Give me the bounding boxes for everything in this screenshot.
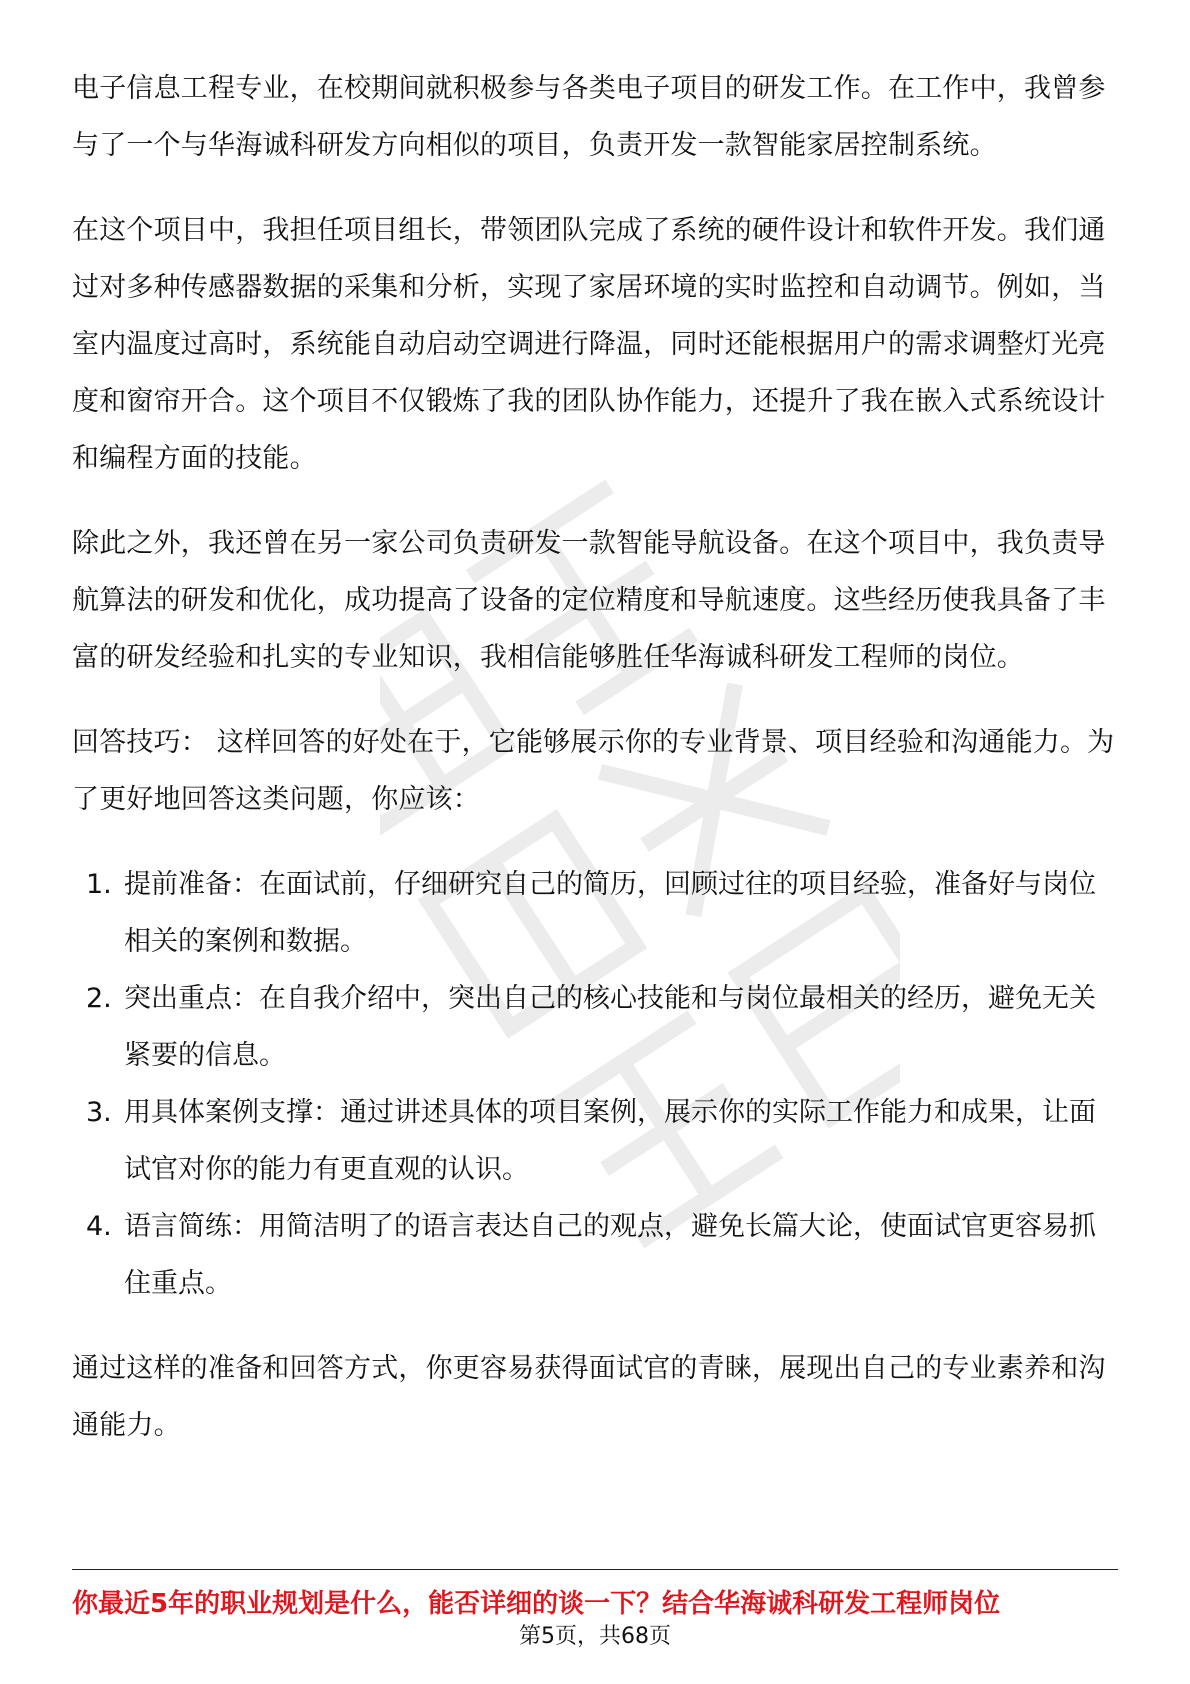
- list-item: [72, 856, 1118, 970]
- list-item-text: 突出重点：在自我介绍中，突出自己的核心技能和与岗位最相关的经历，避免无关紧要的信息。: [124, 983, 1096, 1071]
- list-item-text: 用具体案例支撑：通过讲述具体的项目案例，展示你的实际工作能力和成果，让面试官对你的能力有更直观的认识。: [124, 1097, 1096, 1185]
- list-item: [72, 970, 1118, 1084]
- next-question-heading: 你最近5年的职业规划是什么，能否详细的谈一下？结合华海诚科研发工程师岗位: [72, 1589, 1001, 1619]
- section-divider: [72, 1569, 1118, 1570]
- list-item-number: 1.: [86, 869, 112, 900]
- list-item-text: 提前准备：在面试前，仔细研究自己的简历，回顾过往的项目经验，准备好与岗位相关的案例和数据。: [124, 869, 1096, 957]
- list-item-text: 语言简练：用简洁明了的语言表达自己的观点，避免长篇大论，使面试官更容易抓住重点。: [124, 1211, 1096, 1299]
- page-number: 第5页，共68页: [519, 1624, 671, 1649]
- list-item: [72, 1198, 1118, 1312]
- paragraph-answer-tips: 回答技巧： 这样回答的好处在于，它能够展示你的专业背景、项目经验和沟通能力。为了更好地回答这类问题，你应该：: [72, 727, 1115, 815]
- list-item: [72, 1084, 1118, 1198]
- list-item-number: 3.: [86, 1097, 112, 1128]
- paragraph-navigation-project: 除此之外，我还曾在另一家公司负责研发一款智能导航设备。在这个项目中，我负责导航算法的研发和优化，成功提高了设备的定位精度和导航速度。这些经历使我具备了丰富的研发经验和扎实的专业知识，我相信能够胜任华海诚科研发工程师的岗位。: [72, 528, 1106, 673]
- paragraph-closing: 通过这样的准备和回答方式，你更容易获得面试官的青睐，展现出自己的专业素养和沟通能力。: [72, 1353, 1106, 1441]
- list-item-number: 2.: [86, 983, 112, 1014]
- paragraph-intro: 电子信息工程专业，在校期间就积极参与各类电子项目的研发工作。在工作中，我曾参与了一个与华海诚科研发方向相似的项目，负责开发一款智能家居控制系统。: [72, 73, 1106, 161]
- tips-list: [72, 856, 1118, 1312]
- paragraph-smart-home-project: 在这个项目中，我担任项目组长，带领团队完成了系统的硬件设计和软件开发。我们通过对多种传感器数据的采集和分析，实现了家居环境的实时监控和自动调节。例如，当室内温度过高时，系统能自动启动空调进行降温，同时还能根据用户的需求调整灯光亮度和窗帘开合。这个项目不仅锻炼了我的团队协作能力，还提升了我在嵌入式系统设计和编程方面的技能。: [72, 215, 1106, 474]
- document-body: [72, 60, 1118, 1482]
- list-item-number: 4.: [86, 1211, 112, 1242]
